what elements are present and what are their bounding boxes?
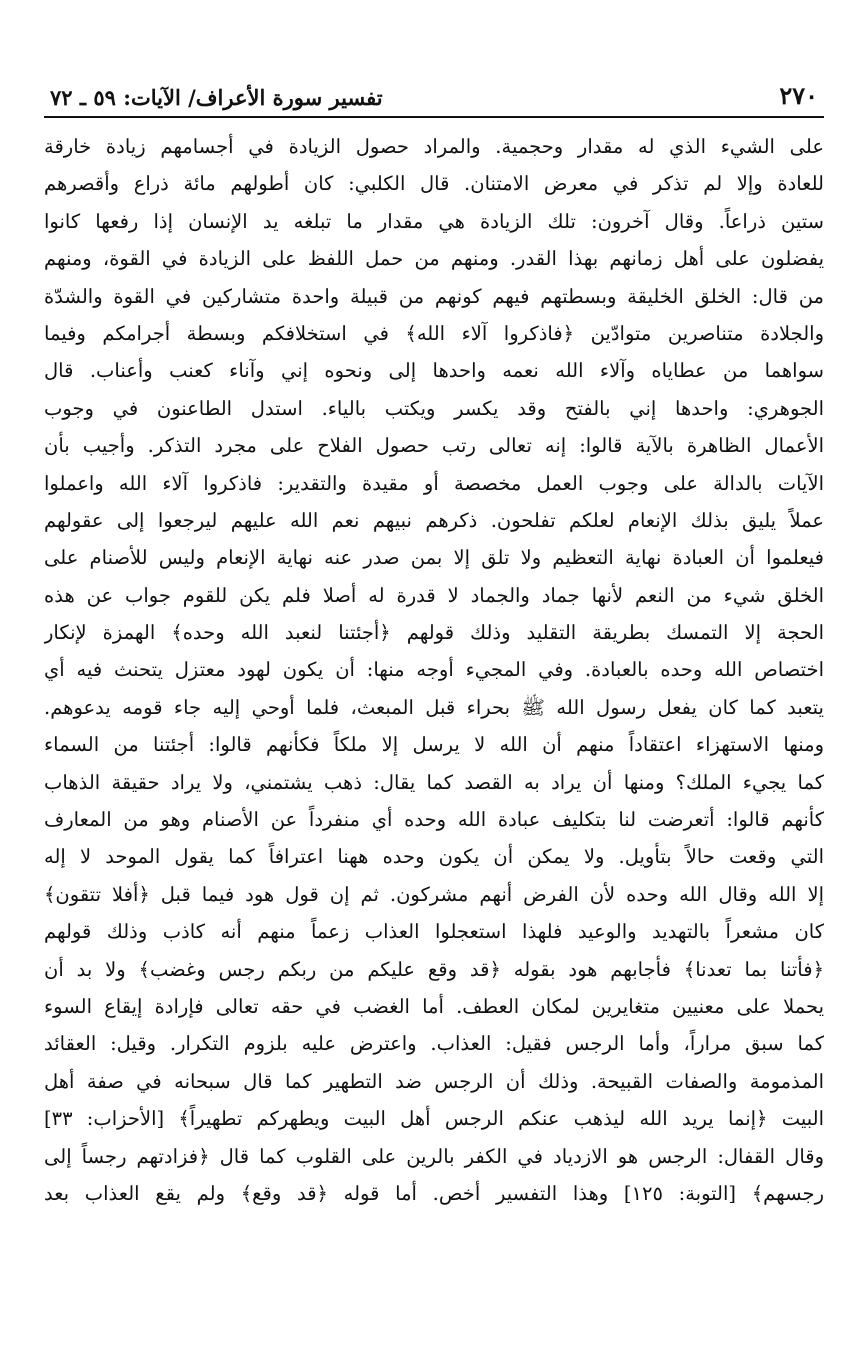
text-line: المذمومة والصفات القبيحة. وذلك أن الرجس ضد التطهير كما قال سبحانه في صفة أهل (44, 1069, 824, 1093)
text-line: كان مشعراً بالتهديد والوعيد فلهذا استعجلوا العذاب زعماً منهم أنه كاذب وذلك قولهم (44, 920, 824, 944)
text-line: الآيات بالدالة على وجوب العمل مخصصة أو مقيدة والتقدير: فاذكروا آلاء الله واعملوا (44, 471, 824, 495)
text-line: يتعبد كما كان يفعل رسول الله ﷺ بحراء قبل المبعث، فلما أوحي إليه جاء قومه يدعوهم. (44, 695, 824, 719)
text-line: سواهما من عطاياه وآلاء الله نعمه واحدها إلى ونحوه إني وآناء كعنب وأعناب. قال (44, 359, 824, 383)
text-line: رجسهم﴾ [التوبة: ١٢٥] وهذا التفسير أخص. أما قوله ﴿قد وقع﴾ ولم يقع العذاب بعد (44, 1181, 824, 1205)
text-line: من قال: الخلق الخليقة وبسطتهم فيهم كونهم من قبيلة واحدة متشاركين في القوة والشدّة (44, 284, 824, 308)
text-line: ﴿فأتنا بما تعدنا﴾ فأجابهم هود بقوله ﴿قد وقع عليكم من ربكم رجس وغضب﴾ ولا بد أن (44, 957, 824, 981)
running-title: تفسير سورة الأعراف/ الآيات: ٥٩ ـ ٧٢ (50, 85, 383, 110)
text-line: للعادة وإلا لم تذكر في معرض الامتنان. قال الكلبي: كان أطولهم مائة ذراع وأقصرهم (44, 172, 824, 196)
text-line: إلا الله وقال الله وحده لأن الفرض أنهم مشركون. ثم إن قول هود فيما قبل ﴿أفلا تتقون﴾ (44, 882, 824, 906)
text-line: يفضلون على أهل زمانهم بهذا القدر. ومنهم من حمل اللفظ على الزيادة في القوة، ومنهم (44, 247, 824, 271)
text-line: البيت ﴿إنما يريد الله ليذهب عنكم الرجس أهل البيت ويطهركم تطهيراً﴾ [الأحزاب: ٣٣] (44, 1107, 824, 1131)
text-line: والجلادة متناصرين متوادّين ﴿فاذكروا آلاء الله﴾ في استخلافكم وبسطة أجرامكم وفيما (44, 321, 824, 345)
text-line: على الشيء الذي له مقدار وحجمية. والمراد حصول الزيادة في أجسامهم زيادة خارقة (44, 135, 824, 158)
text-line: ستين ذراعاً. وقال آخرون: تلك الزيادة هي مقدار ما تبلغه يد الإنسان إذا رفعها كانوا (44, 209, 824, 233)
text-line: اختصاص الله وحده بالعبادة. وفي المجيء أوجه منها: أن يكون لهود معتزل يتحنث فيه أي (44, 658, 824, 682)
page-header (44, 70, 824, 118)
text-line: كأنهم قالوا: أتعرضت لنا بتكليف عبادة الله وحده أي منفرداً عن الأصنام وهو من المعارف (44, 808, 824, 832)
text-line: يحملا على معنيين متغايرين لمكان العطف. أما الغضب في حقه تعالى فإرادة إيقاع السوء (44, 994, 824, 1018)
page-number: ٢٧٠ (779, 81, 818, 110)
text-line: الخلق شيء من النعم لأنها جماد والجماد لا قدرة له أصلا فلم يكن للقوم جواب عن هذه (44, 583, 824, 607)
text-line: وقال القفال: الرجس هو الازدياد في الكفر بالرين على القلوب كما قال ﴿فزادتهم رجساً إلى (44, 1144, 824, 1168)
text-line: ومنها الاستهزاء اعتقاداً منهم أن الله لا يرسل إلا ملكاً فكأنهم قالوا: أجئتنا من السماء (44, 733, 824, 757)
text-line: التي وقعت حالاً بتأويل. ولا يمكن أن يكون وحده ههنا اعترافاً كما يقول الموحد لا إله (44, 845, 824, 869)
text-line: الأعمال الظاهرة بالآية قالوا: إنه تعالى رتب حصول الفلاح على مجرد التذكر. وأجيب بأن (44, 434, 824, 458)
text-line: كما سبق مراراً، وأما الرجس فقيل: العذاب. واعترض عليه بلزوم التكرار. وقيل: العقائد (44, 1032, 824, 1056)
body-text (44, 128, 824, 1212)
text-line: الجوهري: واحدها إني بالفتح وقد يكسر ويكتب بالياء. استدل الطاعنون في وجوب (44, 396, 824, 420)
text-line: كما يجيء الملك؟ ومنها أن يراد به القصد كما يقال: ذهب يشتمني، ولا يراد حقيقة الذهاب (44, 770, 824, 794)
text-line: عملاً يليق بذلك الإنعام لعلكم تفلحون. ذكرهم نبيهم نعم الله عليهم ليرجعوا إلى عقولهم (44, 508, 824, 532)
text-line: الحجة إلا التمسك بطريقة التقليد وذلك قولهم ﴿أجئتنا لنعبد الله وحده﴾ الهمزة لإنكار (44, 621, 824, 645)
text-line: فيعلموا أن العبادة نهاية التعظيم ولا تلق إلا بمن صدر عنه نهاية الإنعام وليس للأصنام على (44, 546, 824, 570)
